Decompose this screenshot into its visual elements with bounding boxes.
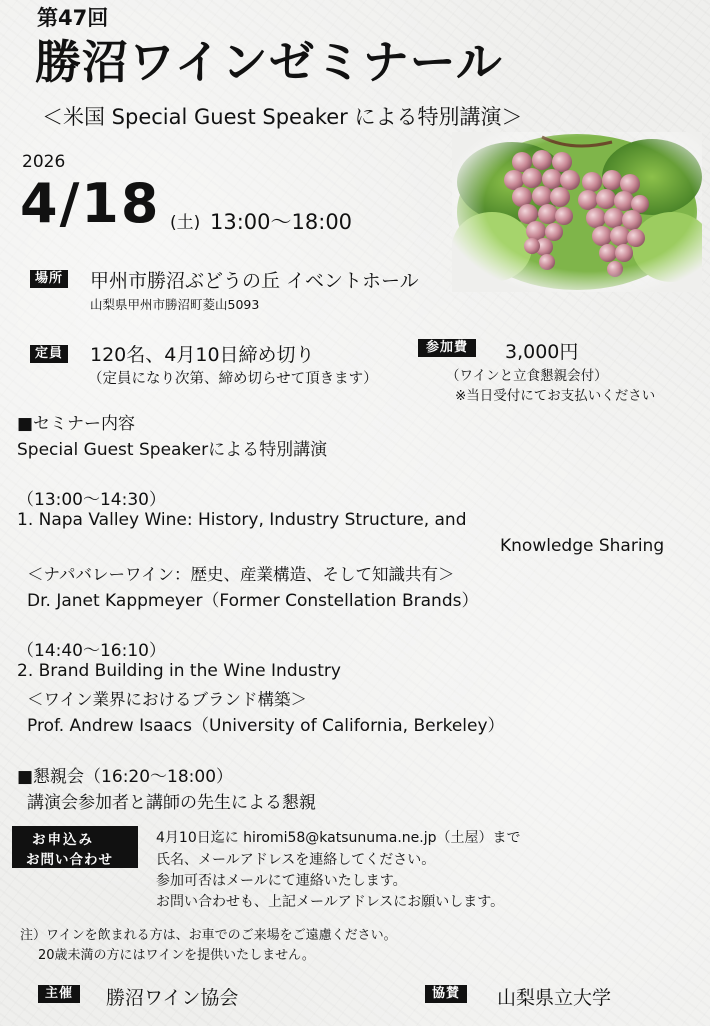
seminar-intro: Special Guest Speakerによる特別講演 <box>17 440 328 460</box>
contact-tag-line-2: お問い合わせ <box>26 852 113 868</box>
fee-note-2: ※当日受付にてお支払いください <box>455 388 656 404</box>
grape-photo <box>452 132 702 292</box>
event-weekday: (土) <box>170 213 201 233</box>
session-1-title-ja: ＜ナパバレーワイン：歴史、産業構造、そして知識共有＞ <box>27 565 455 584</box>
session-2-title-ja: ＜ワイン業界におけるブランド構築＞ <box>27 690 308 709</box>
contact-line-3: 参加可否はメールにて連絡いたします。 <box>156 873 407 889</box>
event-year: 2026 <box>22 152 66 172</box>
event-date: 4/18 <box>20 172 161 235</box>
organizer-tag: 主催 <box>38 985 80 1003</box>
fee-note-1: （ワインと立食懇親会付） <box>446 368 608 384</box>
session-1-speaker: Dr. Janet Kappmeyer（Former Constellation Brands） <box>27 591 479 611</box>
party-heading: ■懇親会（16:20〜18:00） <box>17 767 234 787</box>
page-title: 勝沼ワインゼミナール <box>35 35 503 89</box>
capacity-note: （定員になり次第、締め切らせて頂きます） <box>88 371 378 387</box>
cosponsor-name: 山梨県立大学 <box>497 987 612 1009</box>
venue-tag: 場所 <box>30 270 68 288</box>
contact-line-1: 4月10日迄に hiromi58@katsunuma.ne.jp（土屋）まで <box>156 830 521 846</box>
fee-tag: 参加費 <box>418 339 476 357</box>
contact-tag <box>12 826 138 868</box>
capacity-tag: 定員 <box>30 345 68 363</box>
session-2-title: 2. Brand Building in the Wine Industry <box>17 661 341 681</box>
note-line-1: 注）ワインを飲まれる方は、お車でのご来場をご遠慮ください。 <box>20 928 397 943</box>
note-line-2: 20歳未満の方にはワインを提供いたしません。 <box>38 948 315 963</box>
event-time: 13:00〜18:00 <box>210 210 353 234</box>
cosponsor-tag: 協賛 <box>425 985 467 1003</box>
venue-address: 山梨県甲州市勝沼町菱山5093 <box>90 297 260 312</box>
session-1-time: （13:00〜14:30） <box>17 490 166 510</box>
session-2-speaker: Prof. Andrew Isaacs（University of California, Berkeley） <box>27 716 505 736</box>
edition-label: 第47回 <box>37 6 109 30</box>
session-1-title-cont: Knowledge Sharing <box>500 536 665 556</box>
page-subtitle: ＜米国 Special Guest Speaker による特別講演＞ <box>42 105 523 129</box>
party-text: 講演会参加者と講師の先生による懇親 <box>27 793 316 813</box>
organizer-name: 勝沼ワイン協会 <box>106 987 239 1009</box>
session-1-title: 1. Napa Valley Wine: History, Industry Structure, and <box>17 510 467 530</box>
capacity-text: 120名、4月10日締め切り <box>90 344 315 366</box>
venue-name: 甲州市勝沼ぶどうの丘 イベントホール <box>90 270 419 292</box>
contact-tag-line-1: お申込み <box>32 832 94 848</box>
contact-line-2: 氏名、メールアドレスを連絡してください。 <box>156 852 436 868</box>
contact-line-4: お問い合わせも、上記メールアドレスにお願いします。 <box>156 894 505 910</box>
seminar-heading: ■セミナー内容 <box>17 414 136 434</box>
session-2-time: （14:40〜16:10） <box>17 641 166 661</box>
fee-amount: 3,000円 <box>505 341 579 363</box>
